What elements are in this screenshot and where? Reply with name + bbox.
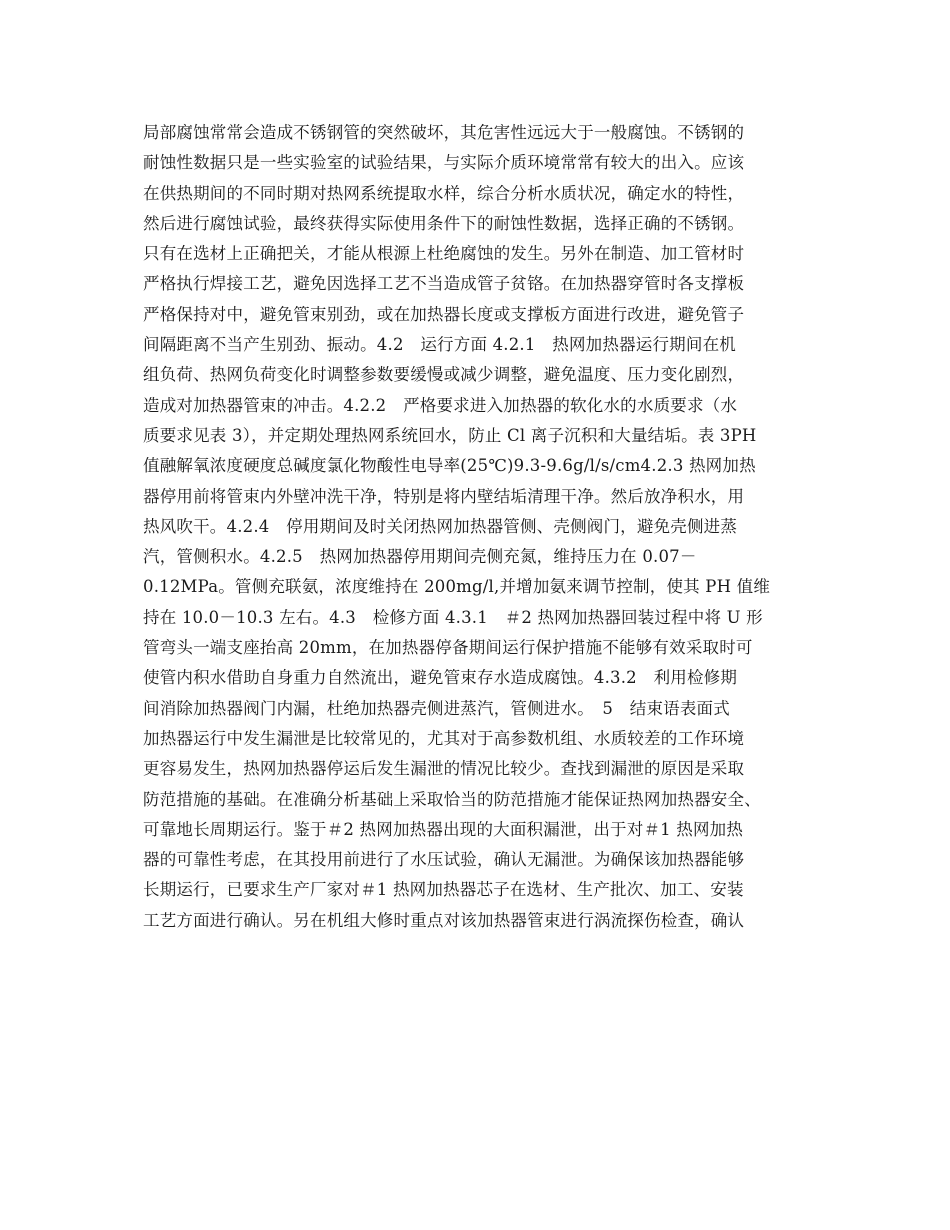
text-line: 严格保持对中，避免管束别劲，或在加热器长度或支撑板方面进行改进，避免管子: [143, 304, 745, 324]
text-line: 使管内积水借助自身重力自然流出，避免管束存水造成腐蚀。4.3.2 利用检修期: [143, 668, 738, 688]
text-line: 加热器运行中发生漏泄是比较常见的，尤其对于高参数机组、水质较差的工作环境: [143, 728, 745, 748]
text-line: 值融解氧浓度硬度总碱度氯化物酸性电导率(25℃)9.3-9.6g/l/s/cm4.2.3 热网加热: [143, 456, 756, 476]
text-line: 只有在选材上正确把关，才能从根源上杜绝腐蚀的发生。另外在制造、加工管材时: [143, 244, 745, 264]
text-line: 工艺方面进行确认。另在机组大修时重点对该加热器管束进行涡流探伤检查，确认: [143, 910, 745, 930]
text-line: 热风吹干。4.2.4 停用期间及时关闭热网加热器管侧、壳侧阀门，避免壳侧进蒸: [143, 516, 738, 536]
text-line: 0.12MPa。管侧充联氨，浓度维持在 200mg/l,并增加氨来调节控制，使其 PH 值维: [143, 577, 771, 597]
text-line: 间隔距离不当产生别劲、振动。4.2 运行方面 4.2.1 热网加热器运行期间在机: [143, 335, 736, 355]
text-line: 在供热期间的不同时期对热网系统提取水样，综合分析水质状况，确定水的特性，: [143, 183, 745, 203]
text-line: 长期运行，已要求生产厂家对＃1 热网加热器芯子在选材、生产批次、加工、安装: [143, 880, 744, 900]
text-line: 造成对加热器管束的冲击。4.2.2 严格要求进入加热器的软化水的水质要求（水: [143, 395, 738, 415]
text-line: 可靠地长周期运行。鉴于＃2 热网加热器出现的大面积漏泄，出于对＃1 热网加热: [143, 819, 744, 839]
text-line: 管弯头一端支座抬高 20mm，在加热器停备期间运行保护措施不能够有效采取时可: [143, 638, 753, 658]
text-line: 防范措施的基础。在准确分析基础上采取恰当的防范措施才能保证热网加热器安全、: [143, 789, 761, 809]
text-line: 组负荷、热网负荷变化时调整参数要缓慢或减少调整，避免温度、压力变化剧烈，: [143, 365, 745, 385]
text-line: 局部腐蚀常常会造成不锈钢管的突然破坏，其危害性远远大于一般腐蚀。不锈钢的: [143, 123, 745, 142]
text-line: 更容易发生，热网加热器停运后发生漏泄的情况比较少。查找到漏泄的原因是采取: [143, 759, 745, 779]
text-line: 汽，管侧积水。4.2.5 热网加热器停用期间壳侧充氮，维持压力在 0.07－: [143, 547, 697, 567]
text-line: 器停用前将管束内外壁冲洗干净，特别是将内壁结垢清理干净。然后放净积水，用: [143, 486, 745, 506]
text-line: 器的可靠性考虑，在其投用前进行了水压试验，确认无漏泄。为确保该加热器能够: [143, 850, 745, 870]
body-text: [143, 118, 843, 936]
text-line: 耐蚀性数据只是一些实验室的试验结果，与实际介质环境常常有较大的出入。应该: [143, 153, 745, 173]
text-line: 严格执行焊接工艺，避免因选择工艺不当造成管子贫铬。在加热器穿管时各支撑板: [143, 274, 745, 294]
text-line: 持在 10.0－10.3 左右。4.3 检修方面 4.3.1 ＃2 热网加热器回装过程中将 U 形: [143, 607, 763, 627]
text-line: 然后进行腐蚀试验，最终获得实际使用条件下的耐蚀性数据，选择正确的不锈钢。: [143, 213, 745, 233]
text-line: 间消除加热器阀门内漏，杜绝加热器壳侧进蒸汽，管侧进水。 5 结束语表面式: [143, 698, 730, 718]
text-line: 质要求见表 3），并定期处理热网系统回水，防止 Cl 离子沉积和大量结垢。表 3PH: [143, 425, 757, 445]
